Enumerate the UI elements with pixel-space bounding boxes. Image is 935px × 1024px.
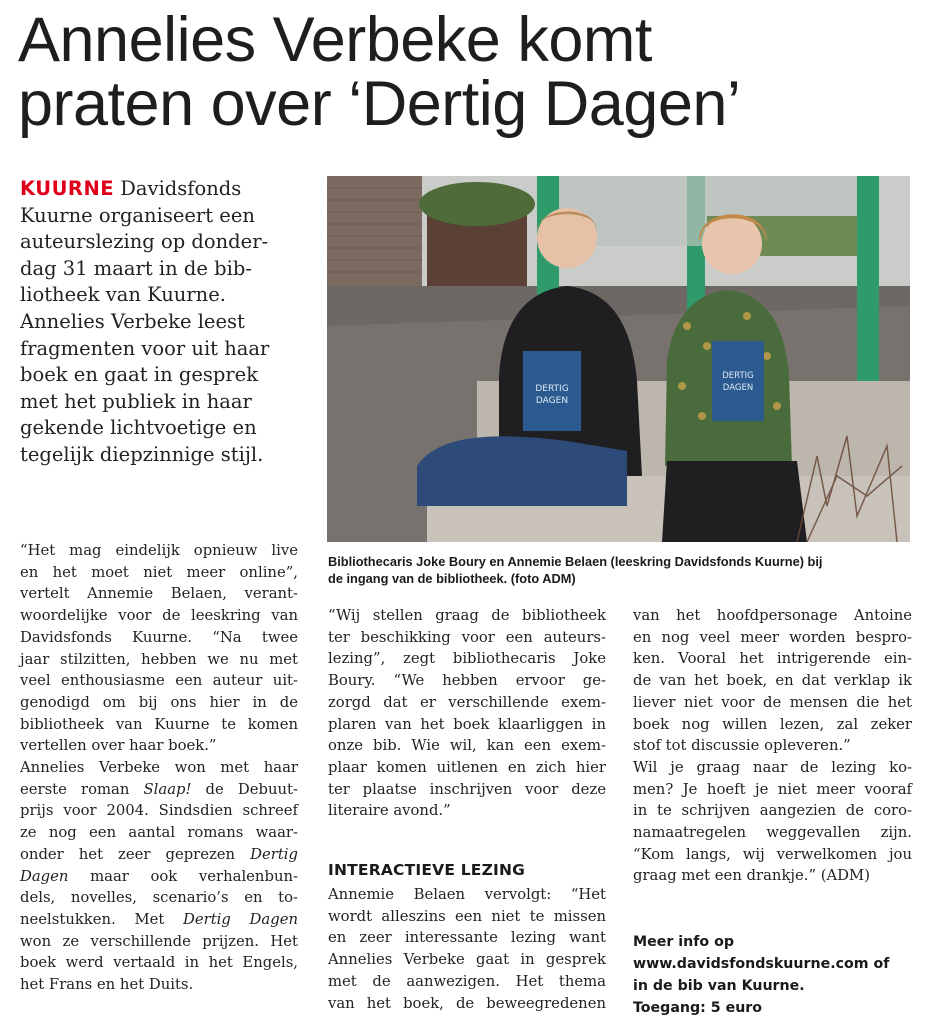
body-line: bibliotheek van Kuurne te komen — [20, 715, 298, 733]
body-line: dels, novelles, scenario’s en to- — [20, 889, 298, 907]
body-column-2 — [328, 605, 606, 822]
body-line: en zeer interessante lezing want — [328, 929, 606, 947]
book-title-italic: Dagen — [20, 867, 69, 885]
body-line: Annelies Verbeke gaat in gesprek — [328, 951, 606, 969]
body-column-1 — [20, 540, 298, 996]
body-line: wordt alleszins een niet te missen — [328, 907, 606, 925]
svg-text:DAGEN: DAGEN — [722, 383, 754, 393]
body-line: plaar komen uitlenen en zich hier — [328, 758, 606, 776]
body-line: en nog veel meer worden bespro- — [633, 628, 912, 646]
body-line: het Frans en het Duits. — [20, 976, 194, 994]
body-line: Boury. “We hebben ervoor ge- — [328, 672, 606, 690]
text-span: neelstukken. Met — [20, 910, 184, 928]
lead-line: liotheek van Kuurne. — [20, 283, 226, 307]
body-line: Davidsfonds Kuurne. “Na twee — [20, 628, 298, 646]
headline-line-2: praten over ‘Dertig Dagen’ — [18, 69, 741, 139]
body-line: van het hoofdpersonage Antoine — [633, 607, 912, 624]
body-line: lezing”, zegt bibliothecaris Joke — [328, 650, 606, 668]
info-line: Meer info op — [633, 934, 735, 950]
lead-line: auteurslezing op donder- — [20, 230, 269, 254]
photo-caption — [328, 553, 918, 587]
body-line: ze nog een aantal romans waar- — [20, 824, 298, 842]
lead-paragraph — [20, 176, 320, 469]
body-line: en het moet niet meer online”, — [20, 563, 298, 581]
info-line: in de bib van Kuurne. — [633, 978, 805, 994]
lead-line-1: Davidsfonds — [114, 177, 242, 200]
body-line: zorgd dat er verschillende exem- — [328, 693, 606, 711]
body-line: “Het mag eindelijk opnieuw live — [20, 542, 298, 559]
headline — [18, 5, 918, 139]
location-kicker: KUURNE — [20, 177, 115, 200]
lead-line: gekende lichtvoetige en — [20, 416, 257, 440]
body-line: liever niet voor de mensen die het — [633, 693, 912, 711]
lead-line: Kuurne organiseert een — [20, 203, 255, 227]
article-photo — [327, 176, 910, 542]
body-line: van het boek, de beweegredenen — [328, 994, 606, 1012]
lead-line: dag 31 maart in de bib- — [20, 256, 252, 280]
text-span: de Debuut- — [191, 780, 299, 798]
body-line: namaatregelen weggevallen zijn. — [633, 824, 912, 842]
body-line: jaar stilzitten, hebben we nu met — [20, 650, 298, 668]
body-line: prijs voor 2004. Sindsdien schreef — [20, 802, 298, 820]
website-link[interactable]: www.davidsfondskuurne.com of — [633, 956, 890, 972]
body-line: graag met een drankje.” (ADM) — [633, 867, 870, 885]
lead-line: boek en gaat in gesprek — [20, 363, 259, 387]
body-line: “Kom langs, wij verwelkomen jou — [633, 845, 912, 863]
body-line: Annelies Verbeke won met haar — [20, 759, 298, 777]
body-column-2-continued — [328, 884, 606, 1014]
body-line: boek werd vertaald in het Engels, — [20, 954, 298, 972]
section-subhead: INTERACTIEVE LEZING — [328, 861, 526, 879]
svg-text:DAGEN: DAGEN — [535, 396, 569, 406]
text-span: maar ook verhalenbun- — [68, 867, 298, 885]
book-title-italic: Slaap! — [143, 780, 192, 798]
body-line: men? Je hoeft je niet meer vooraf — [633, 780, 912, 798]
lead-line: fragmenten voor uit haar — [20, 336, 270, 360]
body-line: met de aanwezigen. Het thema — [328, 972, 606, 990]
lead-line: tegelijk diepzinnige stijl. — [20, 442, 264, 466]
body-line — [20, 909, 298, 931]
book-title-italic: Dertig Dagen — [183, 910, 298, 928]
body-line: ken. Vooral het intrigerende ein- — [633, 650, 912, 668]
lead-line: Annelies Verbeke leest — [20, 309, 245, 333]
body-line: won ze verschillende prijzen. Het — [20, 932, 298, 950]
body-line: Wil je graag naar de lezing ko- — [633, 758, 912, 776]
headline-line-1: Annelies Verbeke komt — [18, 5, 652, 75]
body-line: vertelt Annemie Belaen, verant- — [20, 585, 298, 603]
body-line: woordelijke voor de leeskring van — [20, 607, 298, 625]
body-line: stof tot discussie opleveren.” — [633, 737, 851, 755]
body-line: onze bib. Wie wil, kan een exem- — [328, 737, 606, 755]
svg-text:DERTIG: DERTIG — [535, 384, 569, 394]
body-line: vertellen over haar boek.” — [20, 737, 217, 755]
body-line: ter plaatse inschrijven voor deze — [328, 780, 606, 798]
svg-text:DERTIG: DERTIG — [722, 371, 754, 381]
lead-line: met het publiek in haar — [20, 389, 252, 413]
body-line — [20, 844, 298, 866]
body-line: ter beschikking voor een auteurs- — [328, 628, 606, 646]
body-line: in te schrijven aangezien de coro- — [633, 802, 912, 820]
body-line: veel enthousiasme een auteur uit- — [20, 672, 298, 690]
body-line: genodigd om bij ons hier in de — [20, 693, 298, 711]
body-column-3 — [633, 605, 912, 887]
admission-price: Toegang: 5 euro — [633, 1000, 763, 1016]
event-info-box — [633, 931, 923, 1019]
body-line: boek nog willen lezen, zal zeker — [633, 715, 912, 733]
body-line — [20, 779, 298, 801]
body-line — [20, 866, 298, 888]
body-line: literaire avond.” — [328, 802, 451, 820]
book-title-italic: Dertig — [250, 845, 298, 863]
text-span: eerste roman — [20, 780, 144, 798]
caption-line: de ingang van de bibliotheek. (foto ADM) — [328, 571, 576, 586]
body-line: “Wij stellen graag de bibliotheek — [328, 607, 606, 624]
body-line: Annemie Belaen vervolgt: “Het — [328, 886, 606, 903]
body-line: de van het boek, en dat verklap ik — [633, 672, 912, 690]
caption-line: Bibliothecaris Joke Boury en Annemie Belaen (leeskring Davidsfonds Kuurne) bij — [328, 554, 823, 569]
body-line: plaren van het boek klaarliggen in — [328, 715, 606, 733]
text-span: onder het zeer geprezen — [20, 845, 251, 863]
